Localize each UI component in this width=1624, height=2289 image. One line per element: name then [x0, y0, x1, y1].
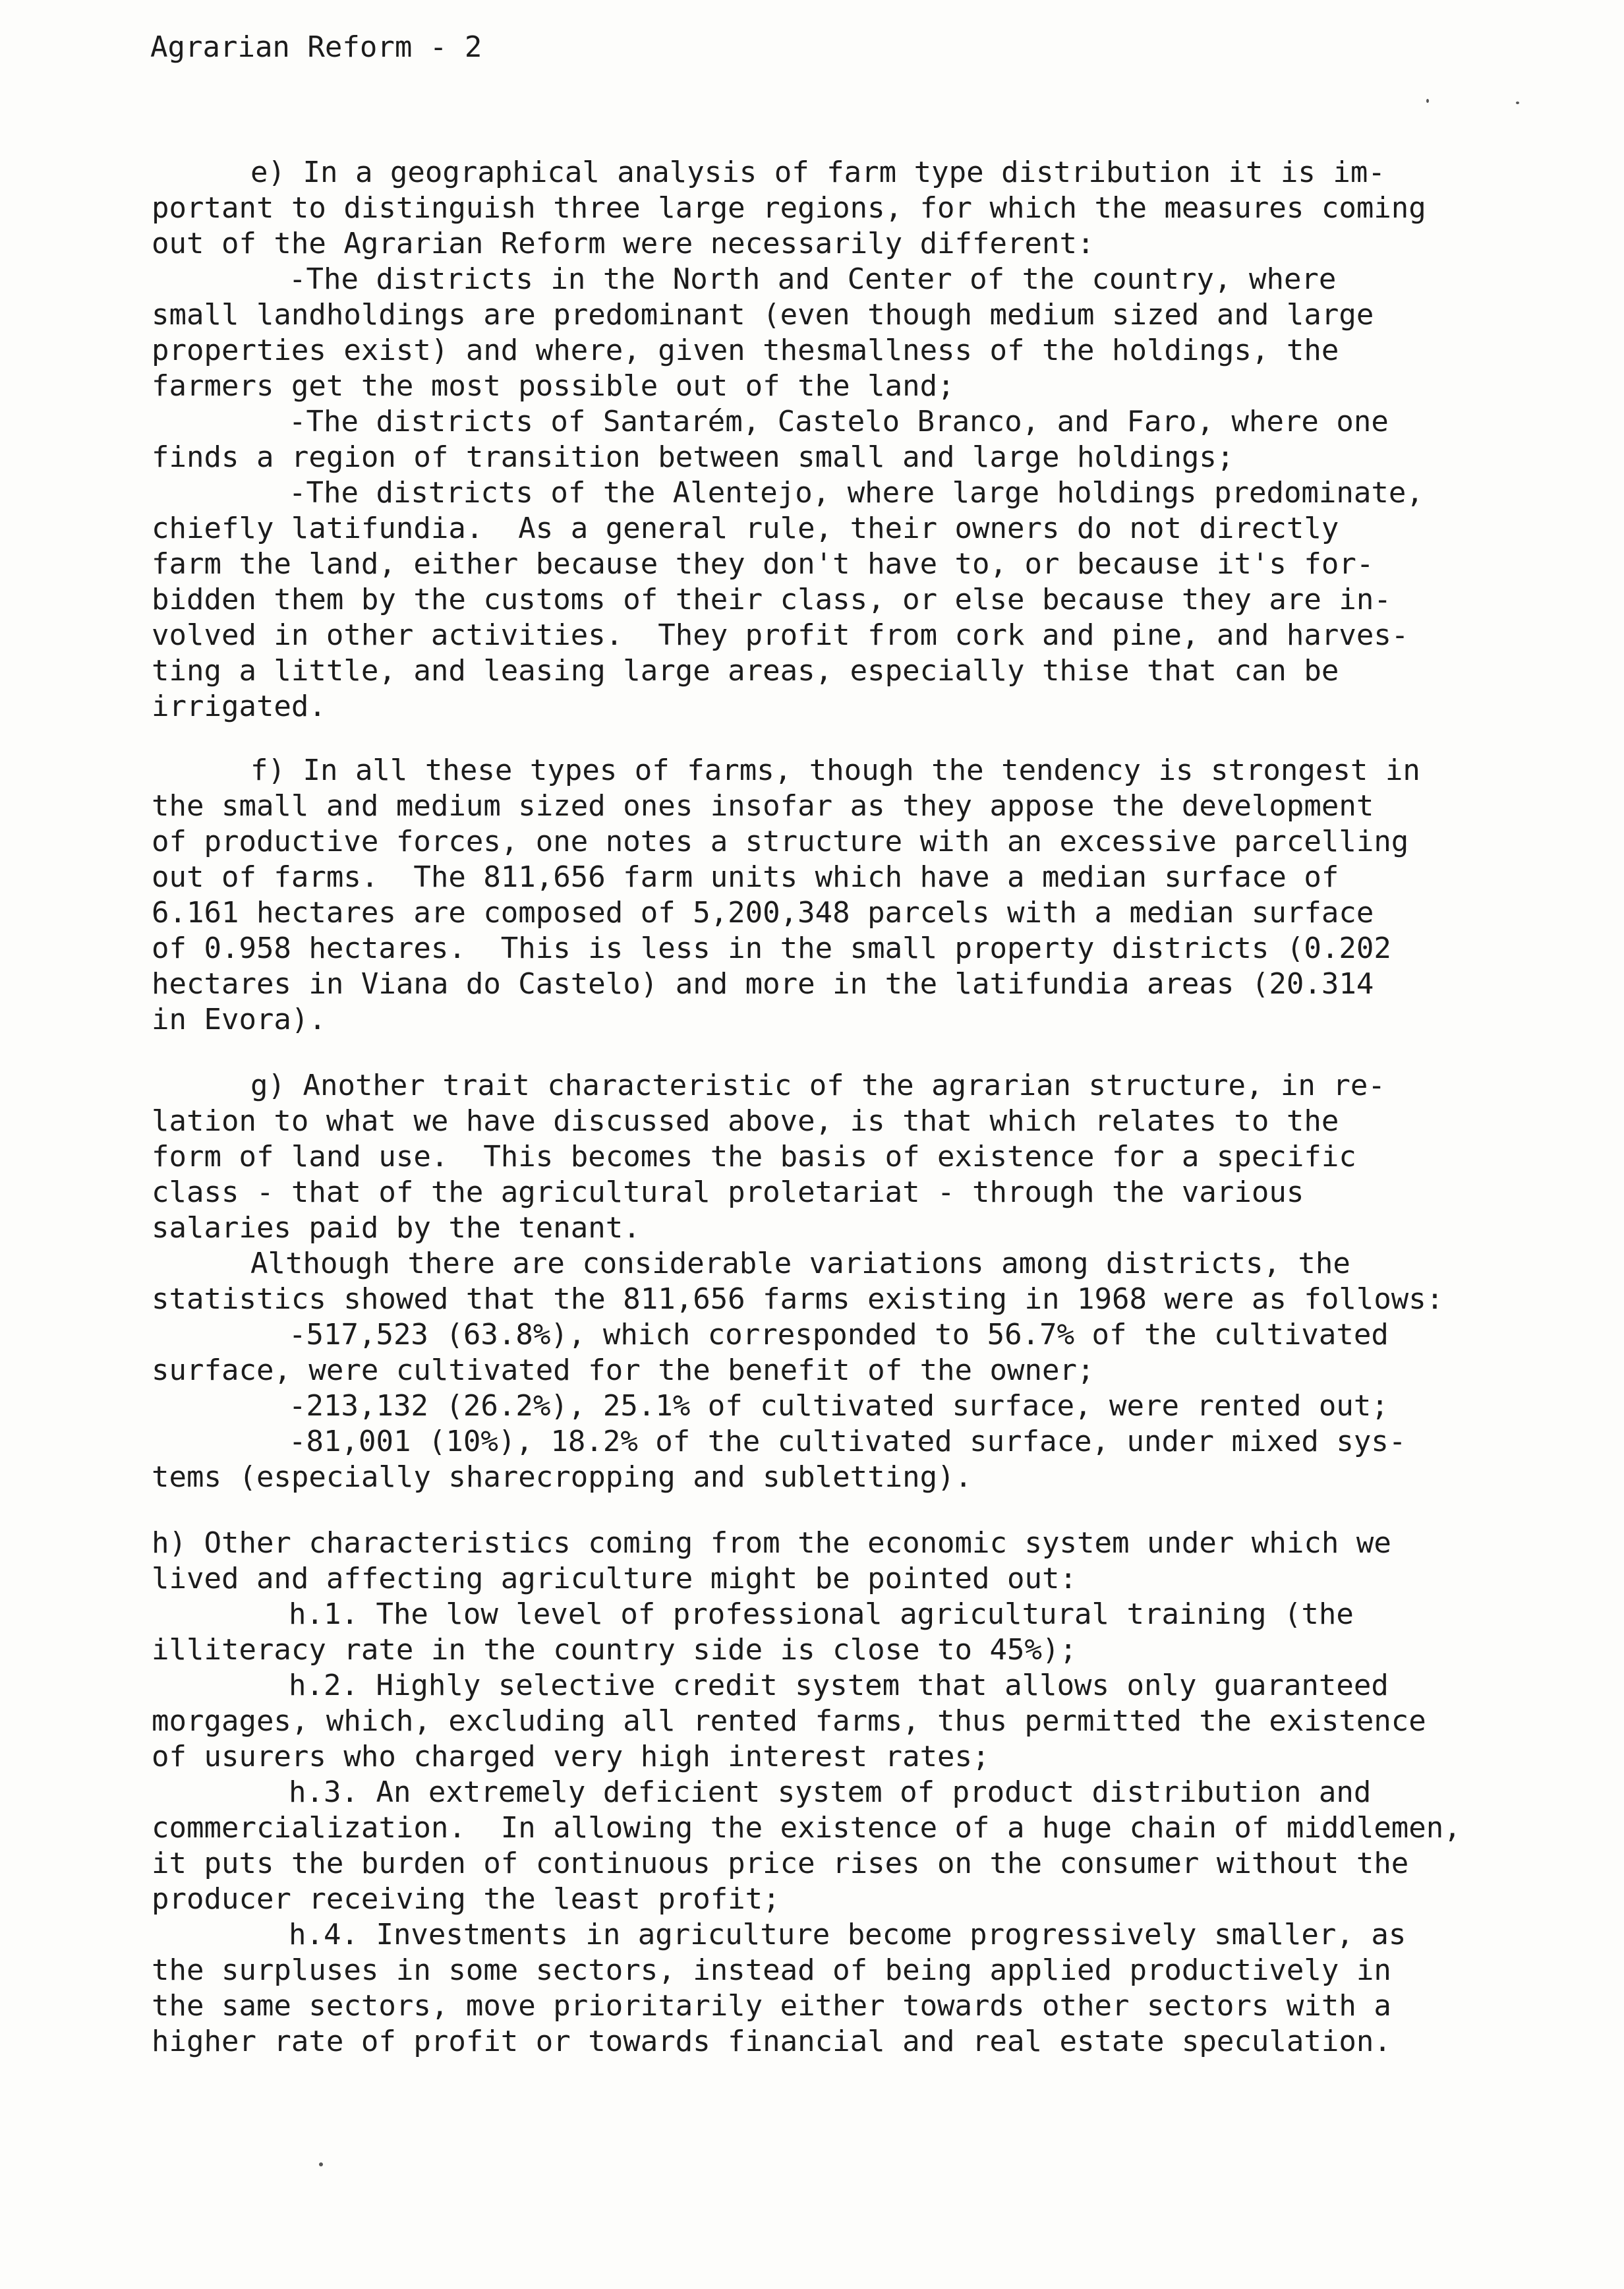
page-header: Agrarian Reform - 2: [150, 30, 482, 64]
text-line: -The districts in the North and Center of the country, where: [289, 262, 1337, 296]
text-line: h.2. Highly selective credit system that allows only guaranteed: [289, 1669, 1389, 1702]
text-line: commercialization. In allowing the existence of a huge chain of middlemen,: [152, 1811, 1461, 1845]
text-line: form of land use. This becomes the basis of existence for a specific: [152, 1140, 1356, 1174]
text-line: class - that of the agricultural proletariat - through the various: [152, 1175, 1304, 1209]
text-line: salaries paid by the tenant.: [152, 1211, 641, 1245]
text-line: statistics showed that the 811,656 farms existing in 1968 were as follows:: [152, 1282, 1444, 1316]
text-line: portant to distinguish three large regions, for which the measures coming: [152, 191, 1426, 225]
text-line: -517,523 (63.8%), which corresponded to 56.7% of the cultivated: [289, 1318, 1389, 1352]
text-line: the small and medium sized ones insofar as they appose the development: [152, 789, 1374, 823]
text-line: ting a little, and leasing large areas, especially thise that can be: [152, 654, 1339, 688]
text-line: of productive forces, one notes a structure with an excessive parcelling: [152, 825, 1409, 858]
paper-speck: [1426, 99, 1429, 103]
text-line: of 0.958 hectares. This is less in the small property districts (0.202: [152, 932, 1391, 965]
text-line: e) In a geographical analysis of farm type distribution it is im-: [250, 156, 1385, 189]
paper-speck: [1516, 102, 1519, 104]
text-line: -213,132 (26.2%), 25.1% of cultivated surface, were rented out;: [289, 1389, 1389, 1423]
text-line: chiefly latifundia. As a general rule, their owners do not directly: [152, 512, 1339, 545]
text-line: -The districts of the Alentejo, where large holdings predominate,: [289, 476, 1424, 510]
text-line: bidden them by the customs of their class, or else because they are in-: [152, 583, 1391, 616]
text-line: surface, were cultivated for the benefit of the owner;: [152, 1353, 1095, 1387]
text-line: it puts the burden of continuous price rises on the consumer without the: [152, 1847, 1409, 1880]
text-line: small landholdings are predominant (even though medium sized and large: [152, 298, 1374, 332]
text-line: properties exist) and where, given thesmallness of the holdings, the: [152, 334, 1339, 367]
text-line: -The districts of Santarém, Castelo Branco, and Faro, where one: [289, 405, 1389, 438]
text-line: h.3. An extremely deficient system of product distribution and: [289, 1775, 1372, 1809]
text-line: higher rate of profit or towards financial and real estate speculation.: [152, 2025, 1391, 2058]
text-line: of usurers who charged very high interest rates;: [152, 1740, 990, 1773]
text-line: finds a region of transition between small and large holdings;: [152, 440, 1234, 474]
text-line: lived and affecting agriculture might be pointed out:: [152, 1562, 1077, 1595]
paper-speck: [319, 2162, 323, 2166]
text-line: 6.161 hectares are composed of 5,200,348 parcels with a median surface: [152, 896, 1374, 930]
text-line: hectares in Viana do Castelo) and more in the latifundia areas (20.314: [152, 967, 1374, 1001]
text-line: g) Another trait characteristic of the agrarian structure, in re-: [250, 1069, 1385, 1102]
text-line: producer receiving the least profit;: [152, 1882, 780, 1916]
text-line: out of the Agrarian Reform were necessarily different:: [152, 227, 1095, 260]
text-line: illiteracy rate in the country side is close to 45%);: [152, 1633, 1077, 1667]
text-line: morgages, which, excluding all rented farms, thus permitted the existence: [152, 1704, 1426, 1738]
text-line: volved in other activities. They profit from cork and pine, and harves-: [152, 618, 1409, 652]
text-line: irrigated.: [152, 690, 326, 723]
text-line: h.1. The low level of professional agricultural training (the: [289, 1597, 1354, 1631]
text-line: farm the land, either because they don't have to, or because it's for-: [152, 547, 1374, 581]
text-line: the same sectors, move prioritarily either towards other sectors with a: [152, 1989, 1391, 2023]
text-line: the surpluses in some sectors, instead of being applied productively in: [152, 1953, 1391, 1987]
text-line: lation to what we have discussed above, is that which relates to the: [152, 1104, 1339, 1138]
text-line: tems (especially sharecropping and subletting).: [152, 1460, 973, 1494]
text-line: f) In all these types of farms, though the tendency is strongest in: [250, 754, 1420, 787]
text-line: -81,001 (10%), 18.2% of the cultivated surface, under mixed sys-: [289, 1425, 1406, 1458]
text-line: Although there are considerable variations among districts, the: [250, 1247, 1350, 1280]
text-line: out of farms. The 811,656 farm units which have a median surface of: [152, 860, 1339, 894]
text-line: in Evora).: [152, 1003, 326, 1036]
text-line: farmers get the most possible out of the land;: [152, 369, 955, 403]
text-line: h.4. Investments in agriculture become progressively smaller, as: [289, 1918, 1406, 1951]
text-line: h) Other characteristics coming from the economic system under which we: [152, 1526, 1391, 1560]
